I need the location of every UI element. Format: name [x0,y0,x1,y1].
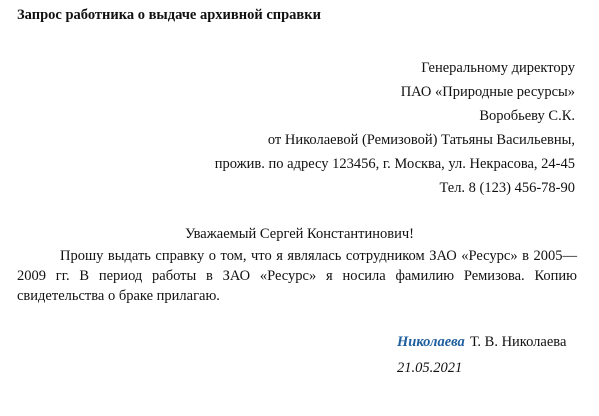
document-title: Запрос работника о выдаче архивной справки [17,7,321,23]
sender-phone: Тел. 8 (123) 456-78-90 [439,180,575,196]
handwritten-signature: Николаева [397,334,465,350]
greeting: Уважаемый Сергей Константинович! [185,226,414,242]
request-body: Прошу выдать справку о том, что я являлась сотрудником ЗАО «Ресурс» в 2005—2009 гг. В период работы в ЗАО «Ресурс» я носила фамилию Ремизова. Копию свидетельства о браке прилагаю. [17,248,577,304]
addressee-name: Воробьеву С.К. [479,108,575,124]
signature-date: 21.05.2021 [397,360,463,376]
addressee-company: ПАО «Природные ресурсы» [400,84,575,100]
sender-name: от Николаевой (Ремизовой) Татьяны Васильевны, [267,132,575,148]
sender-address: прожив. по адресу 123456, г. Москва, ул. Некрасова, 24-45 [214,156,575,172]
addressee-position: Генеральному директору [421,60,575,76]
signatory-name: Т. В. Николаева [470,334,567,350]
